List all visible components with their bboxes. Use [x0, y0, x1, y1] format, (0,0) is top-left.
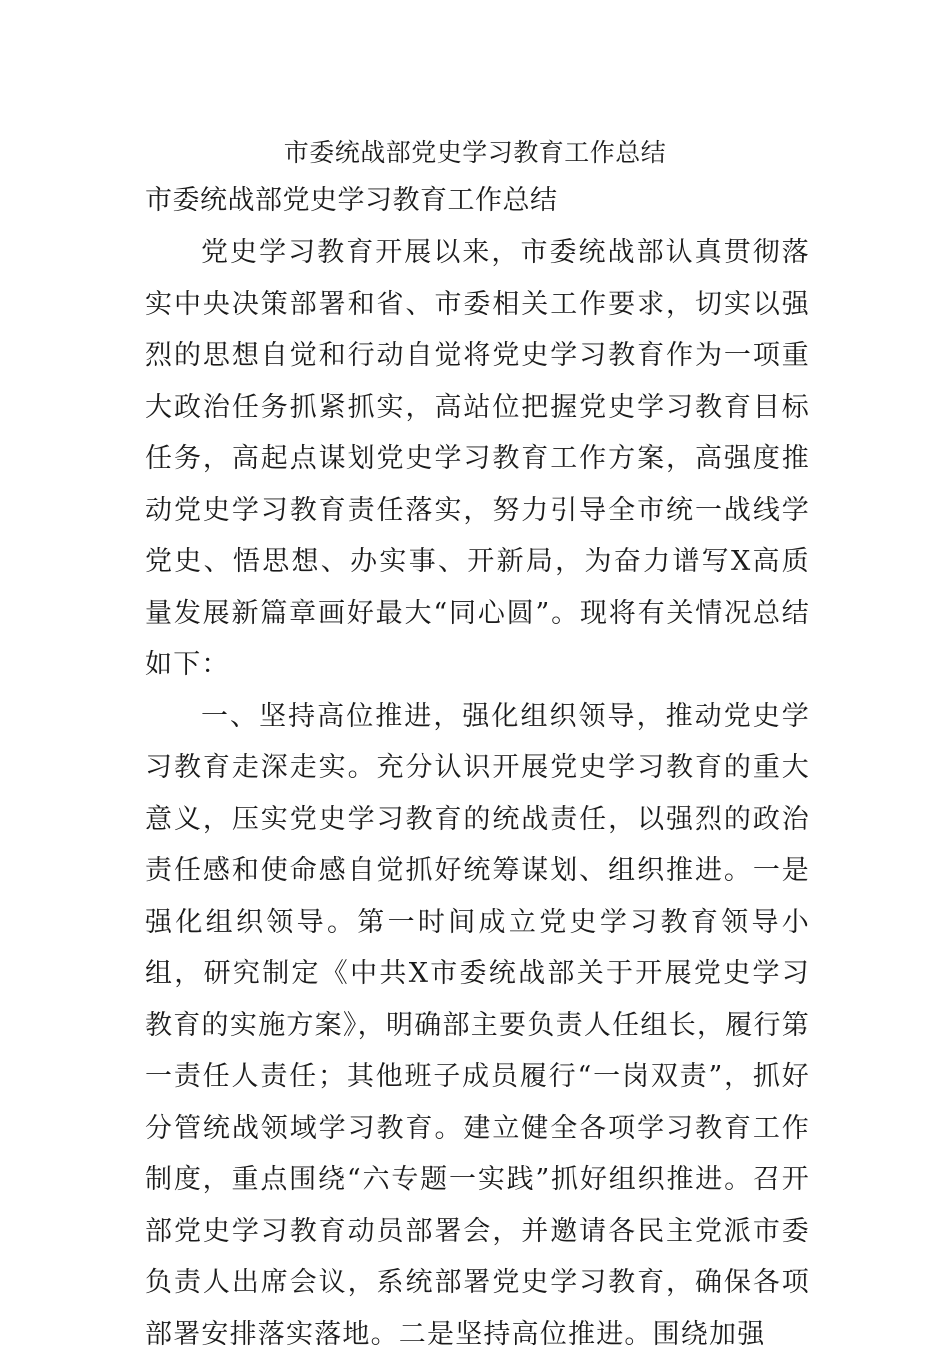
document-subtitle: 市委统战部党史学习教育工作总结	[145, 180, 558, 222]
document-title: 市委统战部党史学习教育工作总结	[0, 133, 950, 173]
body-paragraph: 党史学习教育开展以来，市委统战部认真贯彻落实中央决策部署和省、市委相关工作要求，切实以强烈的思想自觉和行动自觉将党史学习教育作为一项重大政治任务抓紧抓实，高站位把握党史学习教育目标任务，高起点谋划党史学习教育工作方案，高强度推动党史学习教育责任落实，努力引导全市统一战线学党史、悟思想、办实事、开新局，为奋力谱写X高质量发展新篇章画好最大“同心圆”。现将有关情况总结如下：	[145, 227, 810, 691]
document-body	[145, 227, 810, 1360]
body-paragraph: 一、坚持高位推进，强化组织领导，推动党史学习教育走深走实。充分认识开展党史学习教育的重大意义，压实党史学习教育的统战责任，以强烈的政治责任感和使命感自觉抓好统筹谋划、组织推进。一是强化组织领导。第一时间成立党史学习教育领导小组，研究制定《中共X市委统战部关于开展党史学习教育的实施方案》，明确部主要负责人任组长，履行第一责任人责任；其他班子成员履行“一岗双责”，抓好分管统战领域学习教育。建立健全各项学习教育工作制度，重点围绕“六专题一实践”抓好组织推进。召开部党史学习教育动员部署会，并邀请各民主党派市委负责人出席会议，系统部署党史学习教育，确保各项部署安排落实落地。二是坚持高位推进。围绕加强	[145, 691, 810, 1360]
